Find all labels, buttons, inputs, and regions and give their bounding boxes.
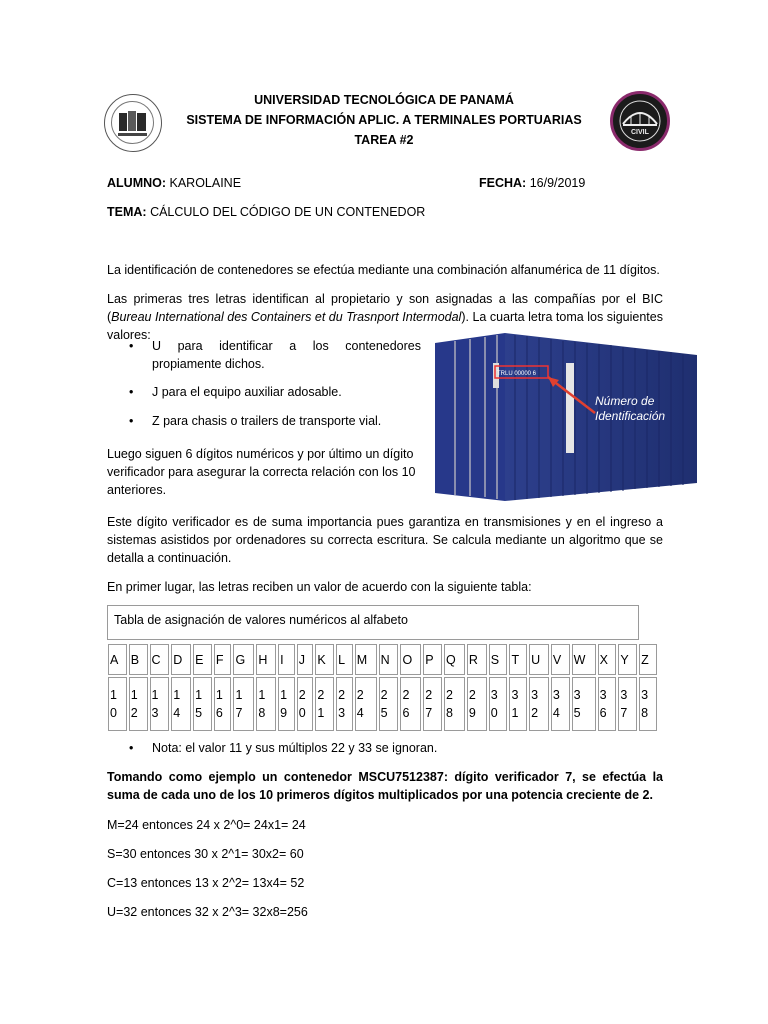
container-photo: [435, 333, 697, 503]
student-name: KAROLAINE: [169, 176, 242, 190]
value-digit: 2: [446, 688, 453, 702]
letter-cell: U: [529, 644, 549, 675]
value-cell: [423, 677, 442, 731]
value-digit: 2: [356, 688, 364, 702]
letter-cell: C: [150, 644, 170, 675]
letter-cell: E: [193, 644, 212, 675]
table-title-cell: [107, 605, 639, 640]
value-cell: [379, 677, 399, 731]
shipping-container-icon: [435, 333, 697, 503]
values-row: [108, 677, 657, 731]
value-cell: [171, 677, 191, 731]
value-digit: 2: [338, 688, 346, 702]
bullet-z: • Z para chasis o trailers de transporte vial.: [107, 412, 421, 430]
letter-cell: S: [489, 644, 508, 675]
value-digit: 2: [130, 706, 138, 720]
letter-cell: D: [171, 644, 191, 675]
date-label: FECHA:: [479, 176, 527, 190]
value-digit: 1: [195, 688, 203, 702]
value-cell: [336, 677, 353, 731]
value-digit: 3: [151, 706, 159, 720]
value-digit: 2: [468, 688, 476, 702]
value-digit: 4: [173, 706, 181, 720]
calc-line-m: M=24 entonces 24 x 2^0= 24x1= 24: [107, 818, 306, 832]
letters-row: [108, 644, 657, 675]
letter-cell: F: [214, 644, 232, 675]
student-label: ALUMNO:: [107, 176, 167, 190]
letter-cell: K: [315, 644, 334, 675]
digits-paragraph: Luego siguen 6 dígitos numéricos y por último un dígito verificador para asegurar la correcta relación con los 10 anteriores.: [107, 447, 416, 497]
value-digit: 0: [490, 706, 498, 720]
value-cell: [278, 677, 295, 731]
letter-cell: B: [129, 644, 148, 675]
value-cell: [150, 677, 170, 731]
value-digit: 1: [173, 688, 181, 702]
value-cell: [444, 677, 465, 731]
value-digit: 5: [573, 706, 581, 720]
value-cell: [355, 677, 377, 731]
para2-end: ). La cuarta letra toma los siguientes valores:: [107, 310, 663, 342]
alphabet-value-table: [106, 642, 659, 733]
letter-cell: Y: [618, 644, 637, 675]
topic-line: [107, 203, 425, 221]
value-cell: [108, 677, 127, 731]
photo-label-2: Identificación: [595, 409, 666, 423]
letter-cell: V: [551, 644, 570, 675]
system-title: SISTEMA DE INFORMACIÓN APLIC. A TERMINALES PORTUARIAS: [186, 113, 582, 127]
value-digit: 0: [110, 706, 117, 720]
value-digit: 4: [356, 706, 364, 720]
letter-cell: R: [467, 644, 487, 675]
value-digit: 9: [468, 706, 476, 720]
table-intro-paragraph: En primer lugar, las letras reciben un valor de acuerdo con la siguiente tabla:: [107, 580, 532, 594]
value-cell: [489, 677, 508, 731]
letter-cell: M: [355, 644, 377, 675]
bullet-j: • J para el equipo auxiliar adosable.: [107, 383, 421, 401]
student-line: [107, 174, 241, 192]
value-digit: 1: [130, 688, 138, 702]
value-digit: 3: [338, 706, 346, 720]
bullet-u: • U para identificar a los contenedores propiamente dichos.: [107, 337, 421, 373]
check-digit-paragraph: Este dígito verificador es de suma importancia pues garantiza en transmisiones y en el ingreso a sistemas asistidos por ordenadores su correcta escritura. Se calcula mediante un algoritmo que se detalla a continuación.: [107, 515, 663, 565]
topic-label: TEMA:: [107, 205, 147, 219]
note-list: [107, 739, 663, 757]
letter-cell: P: [423, 644, 442, 675]
value-cell: [618, 677, 637, 731]
letter-cell: G: [233, 644, 254, 675]
photo-container-code: TRLU 00000 6: [497, 371, 537, 377]
value-digit: 2: [531, 706, 539, 720]
letter-cell: T: [509, 644, 527, 675]
value-digit: 3: [552, 688, 560, 702]
value-cell: [509, 677, 527, 731]
value-digit: 3: [620, 688, 628, 702]
table-title: Tabla de asignación de valores numéricos al alfabeto: [114, 613, 408, 627]
value-cell: [297, 677, 314, 731]
category-bullet-list: [107, 337, 421, 430]
letter-cell: W: [572, 644, 596, 675]
value-digit: 1: [317, 706, 325, 720]
date-line: [479, 174, 585, 192]
value-digit: 8: [258, 706, 266, 720]
letter-cell: I: [278, 644, 295, 675]
value-digit: 5: [195, 706, 203, 720]
value-digit: 4: [552, 706, 560, 720]
value-digit: 3: [641, 688, 649, 702]
value-digit: 1: [511, 706, 519, 720]
letter-cell: J: [297, 644, 314, 675]
value-digit: 3: [511, 688, 519, 702]
value-digit: 1: [215, 688, 223, 702]
calc-line-u: U=32 entonces 32 x 2^3= 32x8=256: [107, 905, 308, 919]
letter-cell: H: [256, 644, 276, 675]
value-digit: 3: [490, 688, 498, 702]
value-cell: [467, 677, 487, 731]
value-cell: [129, 677, 148, 731]
value-cell: [551, 677, 570, 731]
value-digit: 2: [402, 688, 410, 702]
value-digit: 7: [425, 706, 433, 720]
value-digit: 2: [425, 688, 433, 702]
para2-start: Las primeras tres letras identifican al propietario y son asignadas a las compañías por el BIC (: [107, 292, 663, 324]
value-digit: 1: [280, 688, 288, 702]
value-digit: 6: [215, 706, 223, 720]
letter-cell: L: [336, 644, 353, 675]
value-cell: [193, 677, 212, 731]
value-digit: 7: [620, 706, 628, 720]
value-cell: [529, 677, 549, 731]
value-cell: [639, 677, 657, 731]
civil-logo-text: CIVIL: [631, 129, 649, 136]
value-digit: 1: [110, 688, 117, 702]
value-digit: 2: [380, 688, 388, 702]
letter-cell: N: [379, 644, 399, 675]
letter-cell: Z: [639, 644, 657, 675]
value-digit: 6: [599, 706, 607, 720]
note-item: • Nota: el valor 11 y sus múltiplos 22 y 33 se ignoran.: [107, 739, 663, 757]
value-digit: 6: [402, 706, 410, 720]
value-cell: [598, 677, 617, 731]
value-digit: 0: [298, 706, 306, 720]
photo-label-1: Número de: [595, 394, 655, 408]
calc-line-s: S=30 entonces 30 x 2^1= 30x2= 60: [107, 847, 304, 861]
value-digit: 1: [235, 688, 243, 702]
value-digit: 5: [380, 706, 388, 720]
date-value: 16/9/2019: [529, 176, 586, 190]
value-digit: 1: [258, 688, 266, 702]
calc-line-c: C=13 entonces 13 x 2^2= 13x4= 52: [107, 876, 305, 890]
task-title: TAREA #2: [354, 133, 414, 147]
letter-cell: O: [400, 644, 421, 675]
value-cell: [256, 677, 276, 731]
value-digit: 3: [531, 688, 539, 702]
para2-italic: Bureau International des Containers et du Trasnport Intermodal: [111, 310, 462, 324]
value-cell: [233, 677, 254, 731]
letter-cell: Q: [444, 644, 465, 675]
university-title: UNIVERSIDAD TECNOLÓGICA DE PANAMÁ: [254, 93, 514, 107]
example-paragraph: Tomando como ejemplo un contenedor MSCU7512387: dígito verificador 7, se efectúa la suma de cada uno de los 10 primeros dígitos multiplicados por una potencia creciente de 2.: [107, 770, 663, 802]
value-digit: 9: [280, 706, 288, 720]
topic-value: CÁLCULO DEL CÓDIGO DE UN CONTENEDOR: [150, 205, 426, 219]
value-digit: 7: [235, 706, 243, 720]
value-digit: 8: [446, 706, 453, 720]
value-digit: 8: [641, 706, 649, 720]
value-cell: [400, 677, 421, 731]
letter-cell: X: [598, 644, 617, 675]
value-digit: 1: [151, 688, 159, 702]
value-digit: 2: [317, 688, 325, 702]
value-digit: 3: [573, 688, 581, 702]
letter-cell: A: [108, 644, 127, 675]
value-cell: [315, 677, 334, 731]
value-cell: [214, 677, 232, 731]
value-cell: [572, 677, 596, 731]
value-digit: 2: [298, 688, 306, 702]
intro-paragraph: La identificación de contenedores se efectúa mediante una combinación alfanumérica de 11 dígitos.: [107, 263, 660, 277]
value-digit: 3: [599, 688, 607, 702]
